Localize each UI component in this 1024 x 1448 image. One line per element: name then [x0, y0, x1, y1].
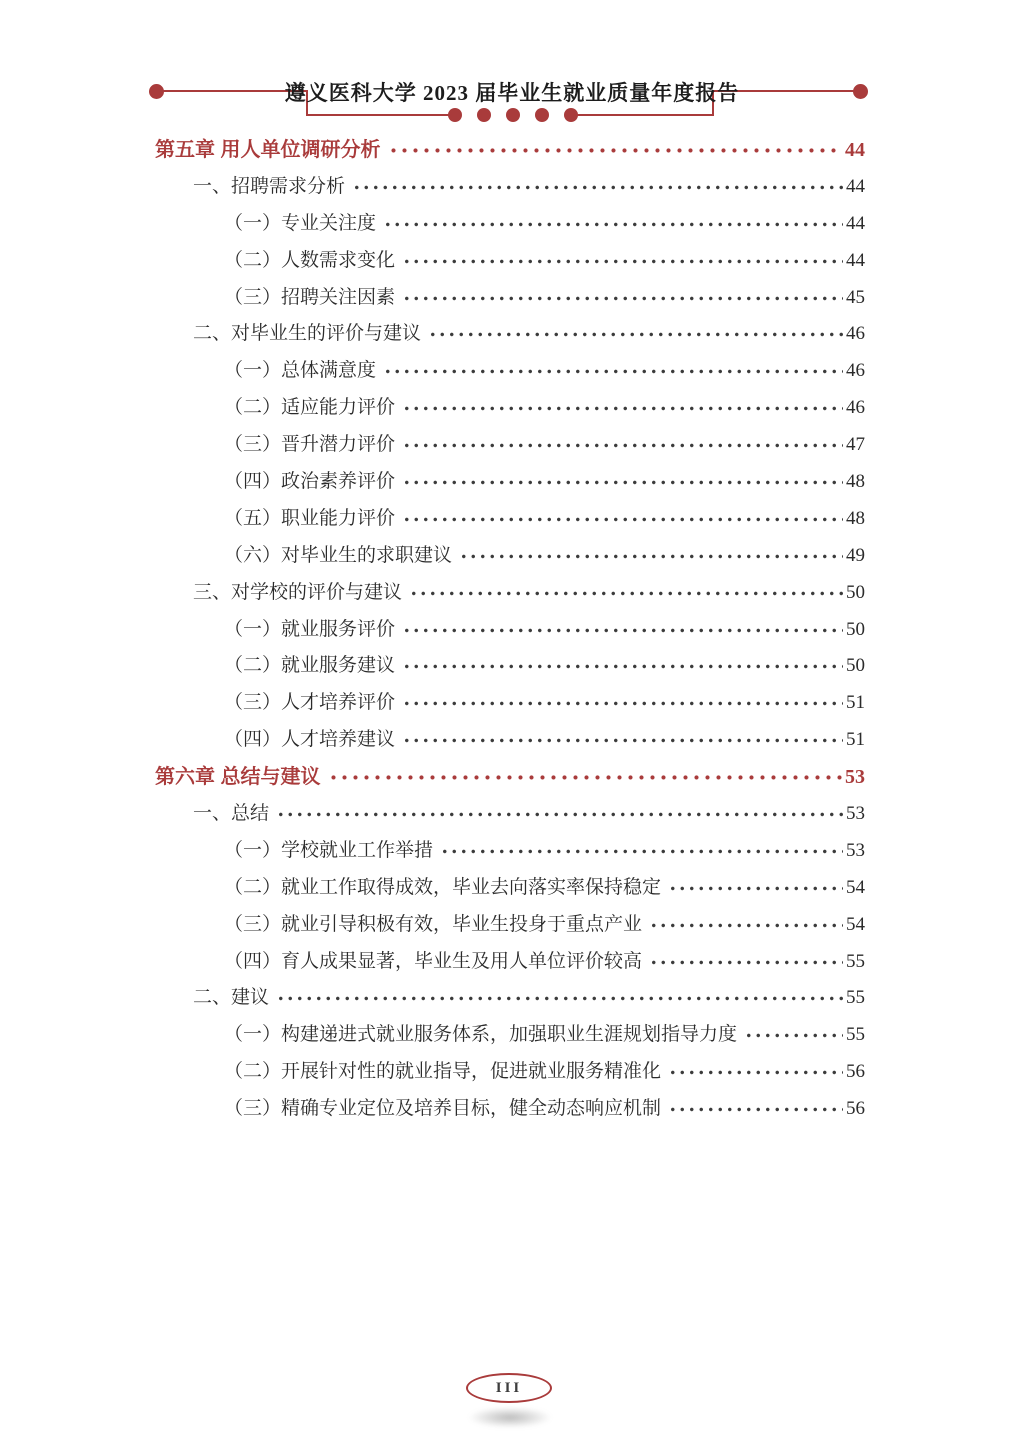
toc-entry-page: 56 [846, 1061, 865, 1083]
dot-leader [649, 907, 843, 944]
toc-entry-page: 49 [846, 544, 865, 566]
toc-entry-label: （三）就业引导积极有效，毕业生投身于重点产业 [224, 913, 643, 935]
toc-entry-page: 50 [846, 581, 865, 603]
toc-entry-page: 54 [846, 913, 865, 935]
toc-entry [155, 870, 865, 907]
toc-entry-label: （二）适应能力评价 [224, 397, 396, 419]
toc-entry [155, 1054, 865, 1091]
toc-entry-label: （三）晋升潜力评价 [224, 434, 396, 456]
dot-leader [352, 169, 843, 206]
dot-leader [402, 280, 843, 317]
toc-entry-label: （一）构建递进式就业服务体系，加强职业生涯规划指导力度 [224, 1024, 738, 1046]
toc-entry-page: 55 [846, 1024, 865, 1046]
toc-entry-label: （五）职业能力评价 [224, 507, 396, 529]
dot-leader [402, 722, 843, 759]
toc-entry [155, 759, 865, 796]
toc-entry [155, 944, 865, 981]
dot-leader [402, 427, 843, 464]
dot-leader [328, 759, 842, 796]
toc-entry-page: 44 [846, 212, 865, 234]
toc-entry-page: 54 [846, 876, 865, 898]
dot-leader [388, 132, 842, 169]
toc-entry-page: 48 [846, 507, 865, 529]
toc-entry-label: 一、招聘需求分析 [193, 175, 346, 197]
toc-entry [155, 501, 865, 538]
dot-leader [459, 538, 843, 575]
toc-entry-page: 48 [846, 471, 865, 493]
toc-entry [155, 427, 865, 464]
page-number: III [495, 1379, 523, 1396]
toc-entry-label: （三）精确专业定位及培养目标，健全动态响应机制 [224, 1098, 662, 1120]
toc-entry-page: 53 [846, 803, 865, 825]
toc-entry-page: 47 [846, 434, 865, 456]
dot-leader [744, 1017, 843, 1054]
toc-entry-label: 第六章 总结与建议 [155, 766, 321, 789]
toc-entry-label: （四）育人成果显著，毕业生及用人单位评价较高 [224, 950, 643, 972]
report-title: 遵义医科大学 2023 届毕业生就业质量年度报告 [284, 81, 740, 105]
header-rule-left-lower [306, 114, 451, 116]
dot-leader [276, 796, 843, 833]
toc-entry-label: （一）总体满意度 [224, 360, 377, 382]
dot-leader [649, 944, 843, 981]
toc-entry [155, 243, 865, 280]
toc-entry-label: （一）就业服务评价 [224, 618, 396, 640]
toc-entry-label: （二）就业服务建议 [224, 655, 396, 677]
toc-entry-label: 第五章 用人单位调研分析 [155, 139, 381, 161]
toc-entry [155, 907, 865, 944]
header-ornament-dot-3 [506, 108, 520, 122]
dot-leader [402, 464, 843, 501]
toc-entry [155, 685, 865, 722]
page-number-badge [466, 1373, 552, 1403]
toc-entry-label: （二）就业工作取得成效，毕业去向落实率保持稳定 [224, 876, 662, 898]
page-number-reflection [452, 1406, 568, 1436]
header-ornament-dot-2 [477, 108, 491, 122]
dot-leader [402, 501, 843, 538]
toc-entry [155, 169, 865, 206]
toc-entry [155, 390, 865, 427]
toc-entry-page: 50 [846, 655, 865, 677]
toc-entry-label: （二）人数需求变化 [224, 249, 396, 271]
header-ornament-dot-1 [448, 108, 462, 122]
toc-entry [155, 1091, 865, 1128]
dot-leader [428, 316, 843, 353]
dot-leader [409, 575, 843, 612]
dot-leader [668, 1054, 843, 1091]
dot-leader [402, 685, 843, 722]
toc-entry-label: （三）招聘关注因素 [224, 286, 396, 308]
dot-leader [440, 833, 843, 870]
toc-entry-page: 51 [846, 729, 865, 751]
toc-entry [155, 796, 865, 833]
toc-entry-label: （四）政治素养评价 [224, 471, 396, 493]
dot-leader [402, 648, 843, 685]
dot-leader [402, 390, 843, 427]
toc-entry-page: 53 [845, 766, 865, 789]
toc-entry-page: 44 [846, 249, 865, 271]
toc-entry [155, 612, 865, 649]
toc-entry [155, 1017, 865, 1054]
toc-entry [155, 833, 865, 870]
dot-leader [668, 1091, 843, 1128]
toc-entry-label: （三）人才培养评价 [224, 692, 396, 714]
header-ornament-dot-4 [535, 108, 549, 122]
toc-entry-page: 46 [846, 323, 865, 345]
table-of-contents [155, 132, 865, 1128]
toc-entry [155, 206, 865, 243]
toc-entry [155, 316, 865, 353]
toc-entry-page: 55 [846, 950, 865, 972]
dot-leader [668, 870, 843, 907]
toc-entry [155, 648, 865, 685]
toc-entry-page: 44 [845, 139, 865, 161]
toc-entry-label: （四）人才培养建议 [224, 729, 396, 751]
toc-entry-label: 一、总结 [193, 803, 270, 825]
toc-entry-label: 三、对学校的评价与建议 [193, 581, 403, 603]
toc-entry-page: 44 [846, 175, 865, 197]
toc-entry [155, 132, 865, 169]
toc-entry-page: 45 [846, 286, 865, 308]
toc-entry [155, 575, 865, 612]
toc-entry [155, 353, 865, 390]
toc-entry-page: 46 [846, 360, 865, 382]
toc-entry-label: （一）专业关注度 [224, 212, 377, 234]
toc-entry-page: 46 [846, 397, 865, 419]
toc-entry-page: 53 [846, 839, 865, 861]
toc-entry-label: 二、对毕业生的评价与建议 [193, 323, 422, 345]
toc-entry-page: 55 [846, 987, 865, 1009]
toc-entry-label: （一）学校就业工作举措 [224, 839, 434, 861]
toc-entry-page: 56 [846, 1098, 865, 1120]
toc-entry-page: 51 [846, 692, 865, 714]
dot-leader [276, 980, 843, 1017]
toc-entry [155, 722, 865, 759]
toc-entry-label: 二、建议 [193, 987, 270, 1009]
toc-entry [155, 980, 865, 1017]
dot-leader [402, 612, 843, 649]
header-rule-right-lower [575, 114, 714, 116]
dot-leader [402, 243, 843, 280]
toc-entry-label: （六）对毕业生的求职建议 [224, 544, 453, 566]
toc-entry-page: 50 [846, 618, 865, 640]
dot-leader [383, 353, 843, 390]
toc-entry [155, 280, 865, 317]
toc-entry-label: （二）开展针对性的就业指导，促进就业服务精准化 [224, 1061, 662, 1083]
toc-entry [155, 538, 865, 575]
dot-leader [383, 206, 843, 243]
toc-entry [155, 464, 865, 501]
